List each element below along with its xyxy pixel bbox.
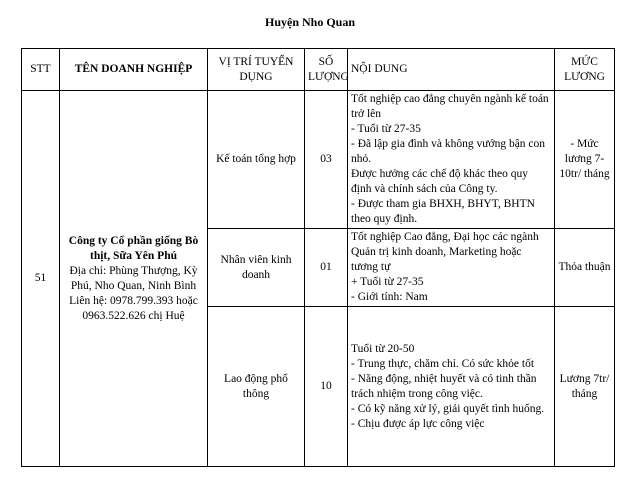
header-position: VỊ TRÍ TUYỂN DỤNG [208, 49, 305, 91]
header-row [22, 49, 615, 91]
content-line: - Đã lập gia đình và không vướng bận con nhỏ. [351, 138, 546, 165]
company-address: Địa chỉ: Phùng Thượng, Kỳ Phú, Nho Quan, Ninh Bình [69, 264, 198, 292]
header-quantity: SỐ LƯỢNG [305, 49, 348, 91]
content-line: Tốt nghiệp Cao đẳng, Đại học các ngành Quản trị kinh doanh, Marketing hoặc tương tự [351, 231, 539, 273]
content-line: - Giới tính: Nam [351, 291, 428, 303]
company-contact: Liên hệ: 0978.799.393 hoặc 0963.522.626 chị Huệ [69, 294, 198, 322]
job-content [348, 307, 555, 467]
content-line: - Năng động, nhiệt huyết và có tinh thần trách nhiệm trong công việc. [351, 372, 537, 400]
header-salary: MỨC LƯƠNG [555, 49, 615, 91]
content-line: + Tuổi từ 27-35 [351, 276, 424, 288]
header-company: TÊN DOANH NGHIỆP [60, 49, 208, 91]
table-row [22, 91, 615, 229]
job-content [348, 91, 555, 229]
header-stt: STT [22, 49, 60, 91]
page-title: Huyện Nho Quan [264, 15, 356, 29]
content-line: - Được tham gia BHXH, BHYT, BHTN theo quy định. [351, 198, 535, 225]
job-quantity: 10 [305, 307, 348, 467]
job-position: Kế toán tổng hợp [208, 91, 305, 229]
job-position: Nhân viên kinh doanh [208, 229, 305, 307]
job-salary: - Mức lương 7-10tr/ tháng [555, 91, 615, 229]
content-line: - Tuổi từ 27-35 [351, 123, 421, 135]
cell-stt: 51 [22, 91, 60, 467]
job-content [348, 229, 555, 307]
job-salary: Thỏa thuận [555, 229, 615, 307]
recruitment-table [21, 48, 615, 467]
job-quantity: 01 [305, 229, 348, 307]
job-quantity: 03 [305, 91, 348, 229]
content-line: - Chịu được áp lực công việc [351, 417, 485, 430]
content-line: Tuổi từ 20-50 [351, 342, 415, 355]
job-salary: Lương 7tr/ tháng [555, 307, 615, 467]
job-position: Lao động phổ thông [208, 307, 305, 467]
header-content: NỘI DUNG [348, 49, 555, 91]
company-name: Công ty Cổ phần giống Bò thịt, Sữa Yên Phú [68, 234, 199, 262]
content-line: Tốt nghiệp cao đẳng chuyên ngành kế toán trở lên [351, 93, 549, 120]
content-line: - Có kỹ năng xử lý, giải quyết tình huống. [351, 402, 545, 415]
cell-company [60, 91, 208, 467]
content-line: Được hưởng các chế độ khác theo quy định và chính sách của Công ty. [351, 168, 528, 195]
content-line: - Trung thực, chăm chỉ. Có sức khỏe tốt [351, 357, 535, 370]
